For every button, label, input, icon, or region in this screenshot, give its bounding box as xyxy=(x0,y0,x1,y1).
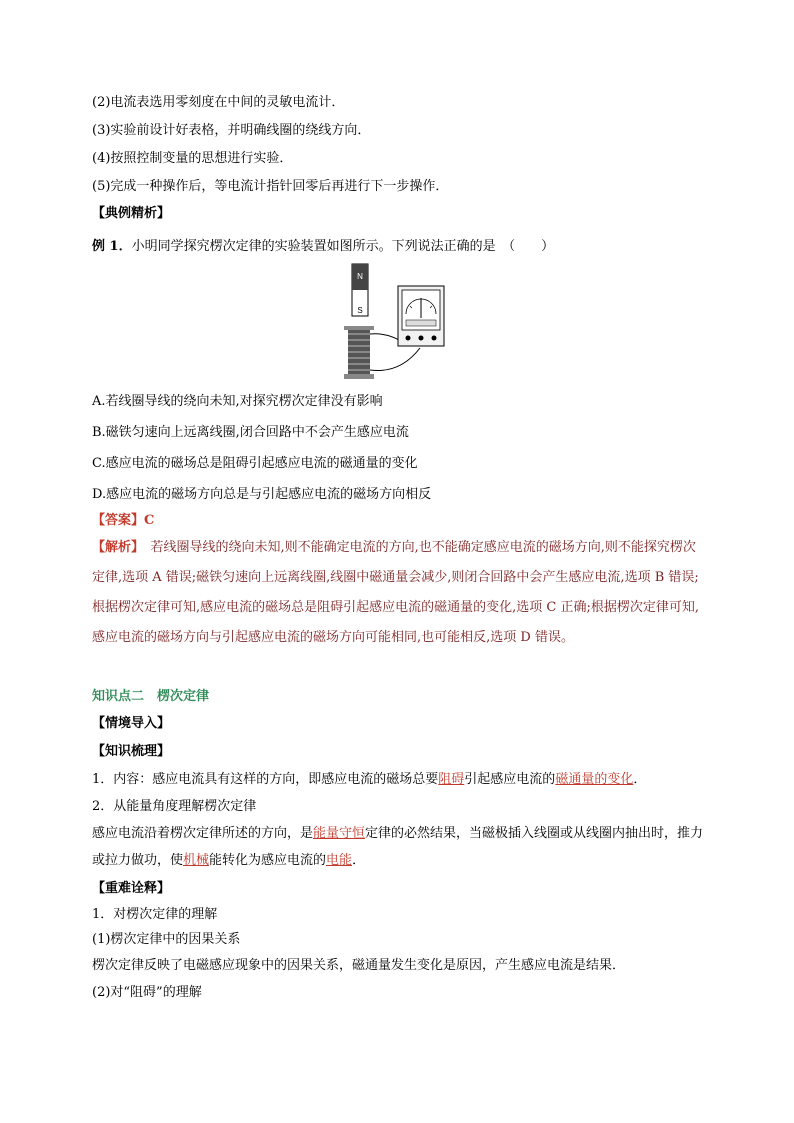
galvanometer xyxy=(398,286,444,346)
knowledge-point-2-title: 知识点二 楞次定律 xyxy=(92,689,210,704)
answer-value: C xyxy=(144,513,155,528)
example-label: 例 1． xyxy=(92,239,132,254)
option-b: B.磁铁匀速向上远离线圈,闭合回路中不会产生感应电流 xyxy=(92,425,409,440)
item-3: (3)实验前设计好表格，并明确线圈的绕线方向． xyxy=(92,123,371,138)
content-definition xyxy=(92,771,646,789)
explanation xyxy=(92,533,704,653)
cause-title: (1)楞次定律中的因果关系 xyxy=(92,932,241,947)
underlined-energy-conservation: 能量守恒 xyxy=(313,826,366,841)
key-points-heading: 【重难诠释】 xyxy=(92,881,171,896)
answer-line xyxy=(92,512,154,530)
example-1 xyxy=(92,238,554,256)
wire-bottom xyxy=(370,348,420,371)
experiment-figure xyxy=(340,262,460,382)
energy-text-2: 定律的必然结果，当磁极插入线圈或从线圈内抽出时，推力或拉力做功，使 xyxy=(92,826,704,868)
content-text-2: 引起感应电流的 xyxy=(464,772,556,787)
option-d: D.感应电流的磁场方向总是与引起感应电流的磁场方向相反 xyxy=(92,487,432,502)
energy-title: 2．从能量角度理解楞次定律 xyxy=(92,799,257,814)
underlined-mechanical: 机械 xyxy=(183,853,210,868)
underlined-hinder: 阻碍 xyxy=(438,772,465,787)
item-5: (5)完成一种操作后，等电流计指针回零后再进行下一步操作． xyxy=(92,179,449,194)
underlined-electric-energy: 电能 xyxy=(326,853,353,868)
scene-intro-heading: 【情境导入】 xyxy=(92,716,171,731)
content-text-3: ． xyxy=(633,772,647,787)
content-text-1: 1．内容：感应电流具有这样的方向，即感应电流的磁场总要 xyxy=(92,772,439,787)
coil xyxy=(344,326,374,379)
energy-text-1: 感应电流沿着楞次定律所述的方向，是 xyxy=(92,826,314,841)
option-a: A.若线圈导线的绕向未知,对探究楞次定律没有影响 xyxy=(92,394,383,409)
energy-text-4: ． xyxy=(352,853,366,868)
section-analysis-heading: 【典例精析】 xyxy=(92,206,171,221)
example-question: 小明同学探究楞次定律的实验装置如图所示。下列说法正确的是 （ ） xyxy=(131,239,555,254)
cause-text: 楞次定律反映了电磁感应现象中的因果关系，磁通量发生变化是原因，产生感应电流是结果． xyxy=(92,958,626,973)
energy-text-3: 能转化为感应电流的 xyxy=(209,853,327,868)
hinder-title: (2)对“阻碍”的理解 xyxy=(92,985,202,1000)
knowledge-sort-heading: 【知识梳理】 xyxy=(92,744,171,759)
underlined-flux-change: 磁通量的变化 xyxy=(555,772,634,787)
understand-title: 1．对楞次定律的理解 xyxy=(92,907,218,922)
explanation-text: 若线圈导线的绕向未知,则不能确定电流的方向,也不能确定感应电流的磁场方向,则不能探究楞次定律,选项 A 错误;磁铁匀速向上远离线圈,线圈中磁通量会减少,则闭合回路中会产生感应电流,选项 B 错误;根据楞次定律可知,感应电流的磁场总是阻碍引起感应电流的磁通量的变化,选项 C 正确;根据楞次定律可知,感应电流的磁场方向与引起感应电流的磁场方向可能相同,也可能相反,选项 D 错误。 xyxy=(92,540,699,645)
energy-paragraph xyxy=(92,820,704,874)
option-c: C.感应电流的磁场总是阻碍引起感应电流的磁通量的变化 xyxy=(92,456,418,471)
magnet-n-label: N xyxy=(357,272,363,281)
explanation-label: 【解析】 xyxy=(92,540,138,555)
item-4: (4)按照控制变量的思想进行实验． xyxy=(92,151,293,166)
answer-label: 【答案】 xyxy=(92,513,145,528)
item-2: (2)电流表选用零刻度在中间的灵敏电流计． xyxy=(92,95,345,110)
magnet-s-label: S xyxy=(357,306,363,315)
